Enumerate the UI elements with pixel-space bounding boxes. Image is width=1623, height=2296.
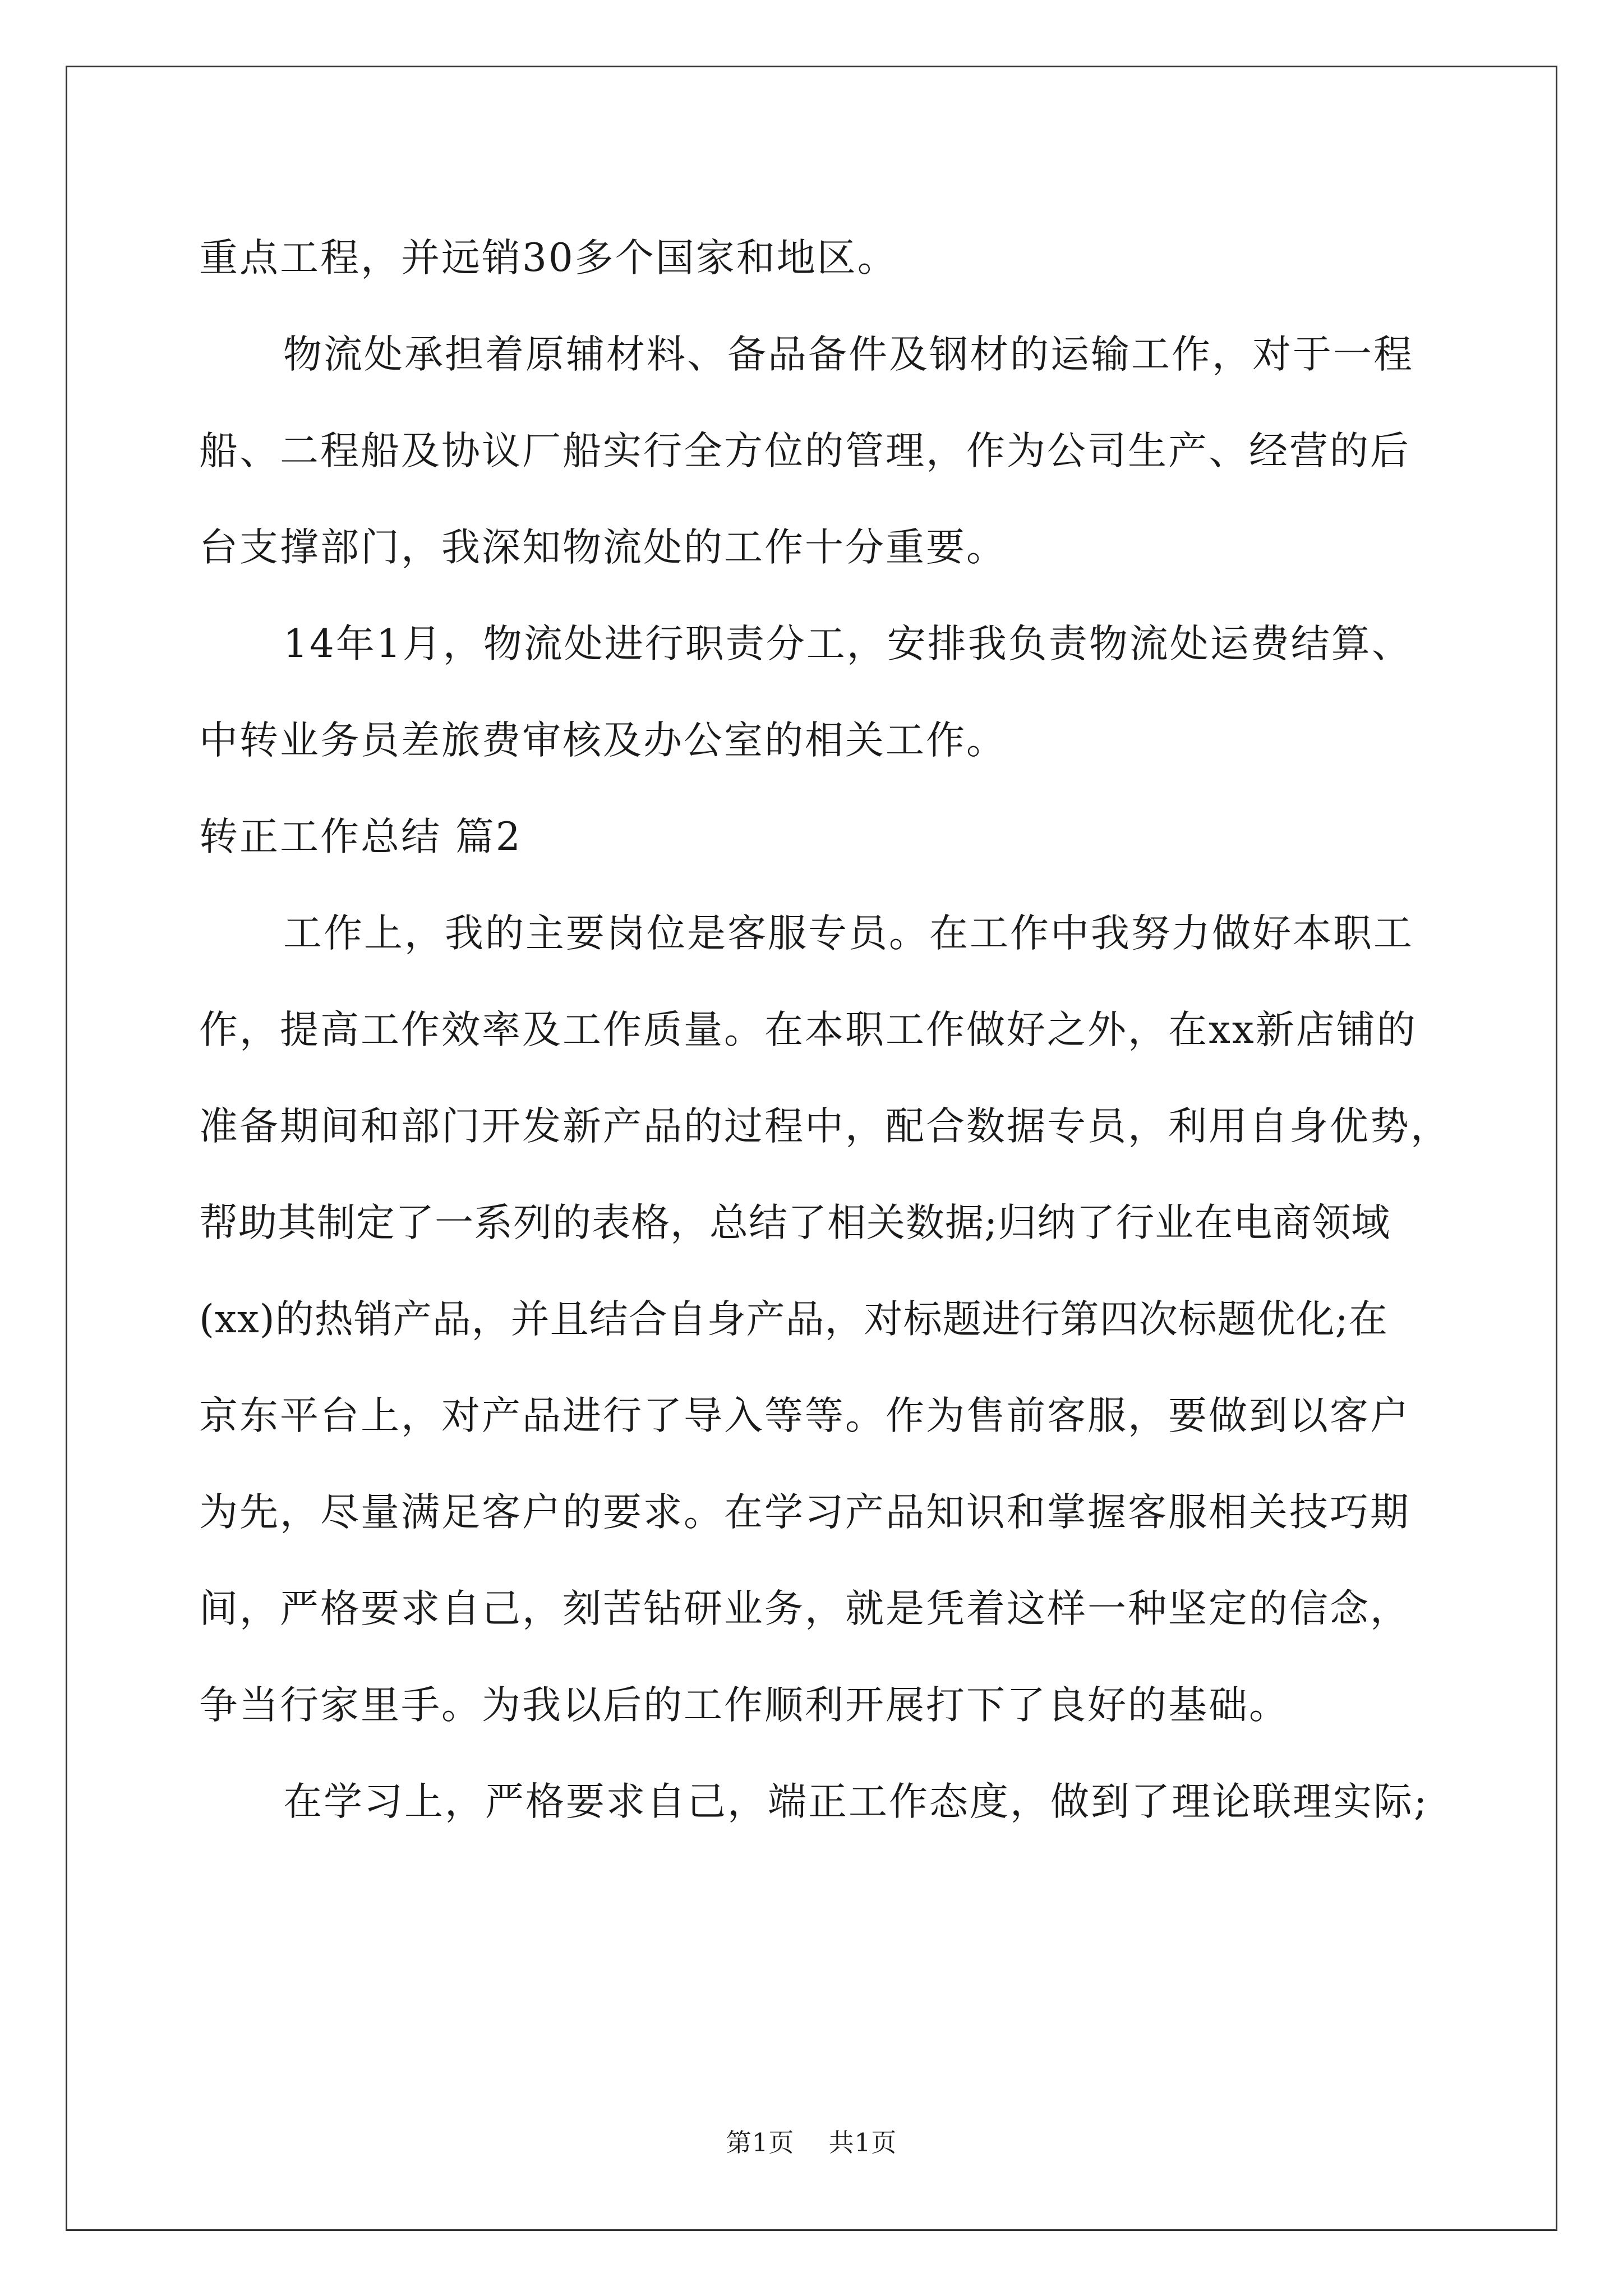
text-line: 作，提高工作效率及工作质量。在本职工作做好之外，在xx新店铺的 — [199, 1007, 1417, 1052]
text-line: 船、二程船及协议厂船实行全方位的管理，作为公司生产、经营的后 — [199, 429, 1410, 473]
page-number: 第1页 — [726, 2128, 795, 2157]
text-line: 准备期间和部门开发新产品的过程中，配合数据专员，利用自身优势， — [199, 1104, 1451, 1149]
document-body — [199, 210, 1451, 1850]
text-line: (xx)的热销产品，并且结合自身产品，对标题进行第四次标题优化;在 — [199, 1297, 1388, 1342]
section-heading: 转正工作总结 篇2 — [199, 815, 522, 859]
text-line: 京东平台上，对产品进行了导入等等。作为售前客服，要做到以客户 — [199, 1393, 1410, 1438]
text-line: 帮助其制定了一系列的表格，总结了相关数据;归纳了行业在电商领域 — [199, 1200, 1391, 1245]
text-line: 台支撑部门，我深知物流处的工作十分重要。 — [199, 525, 1007, 570]
text-line: 为先，尽量满足客户的要求。在学习产品知识和掌握客服相关技巧期 — [199, 1490, 1410, 1535]
text-line: 工作上，我的主要岗位是客服专员。在工作中我努力做好本职工 — [283, 911, 1414, 956]
text-line: 重点工程，并远销30多个国家和地区。 — [199, 236, 898, 280]
text-line: 中转业务员差旅费审核及办公室的相关工作。 — [199, 718, 1007, 763]
text-line: 间，严格要求自己，刻苦钻研业务，就是凭着这样一种坚定的信念， — [199, 1586, 1410, 1631]
text-line: 在学习上，严格要求自己，端正工作态度，做到了理论联理实际; — [283, 1779, 1429, 1824]
text-line: 物流处承担着原辅材料、备品备件及钢材的运输工作，对于一程 — [283, 332, 1414, 377]
text-line: 14年1月，物流处进行职责分工，安排我负责物流处运费结算、 — [283, 622, 1412, 666]
page-footer — [0, 2126, 1623, 2160]
page-total: 共1页 — [828, 2128, 897, 2157]
text-line: 争当行家里手。为我以后的工作顺利开展打下了良好的基础。 — [199, 1683, 1289, 1728]
